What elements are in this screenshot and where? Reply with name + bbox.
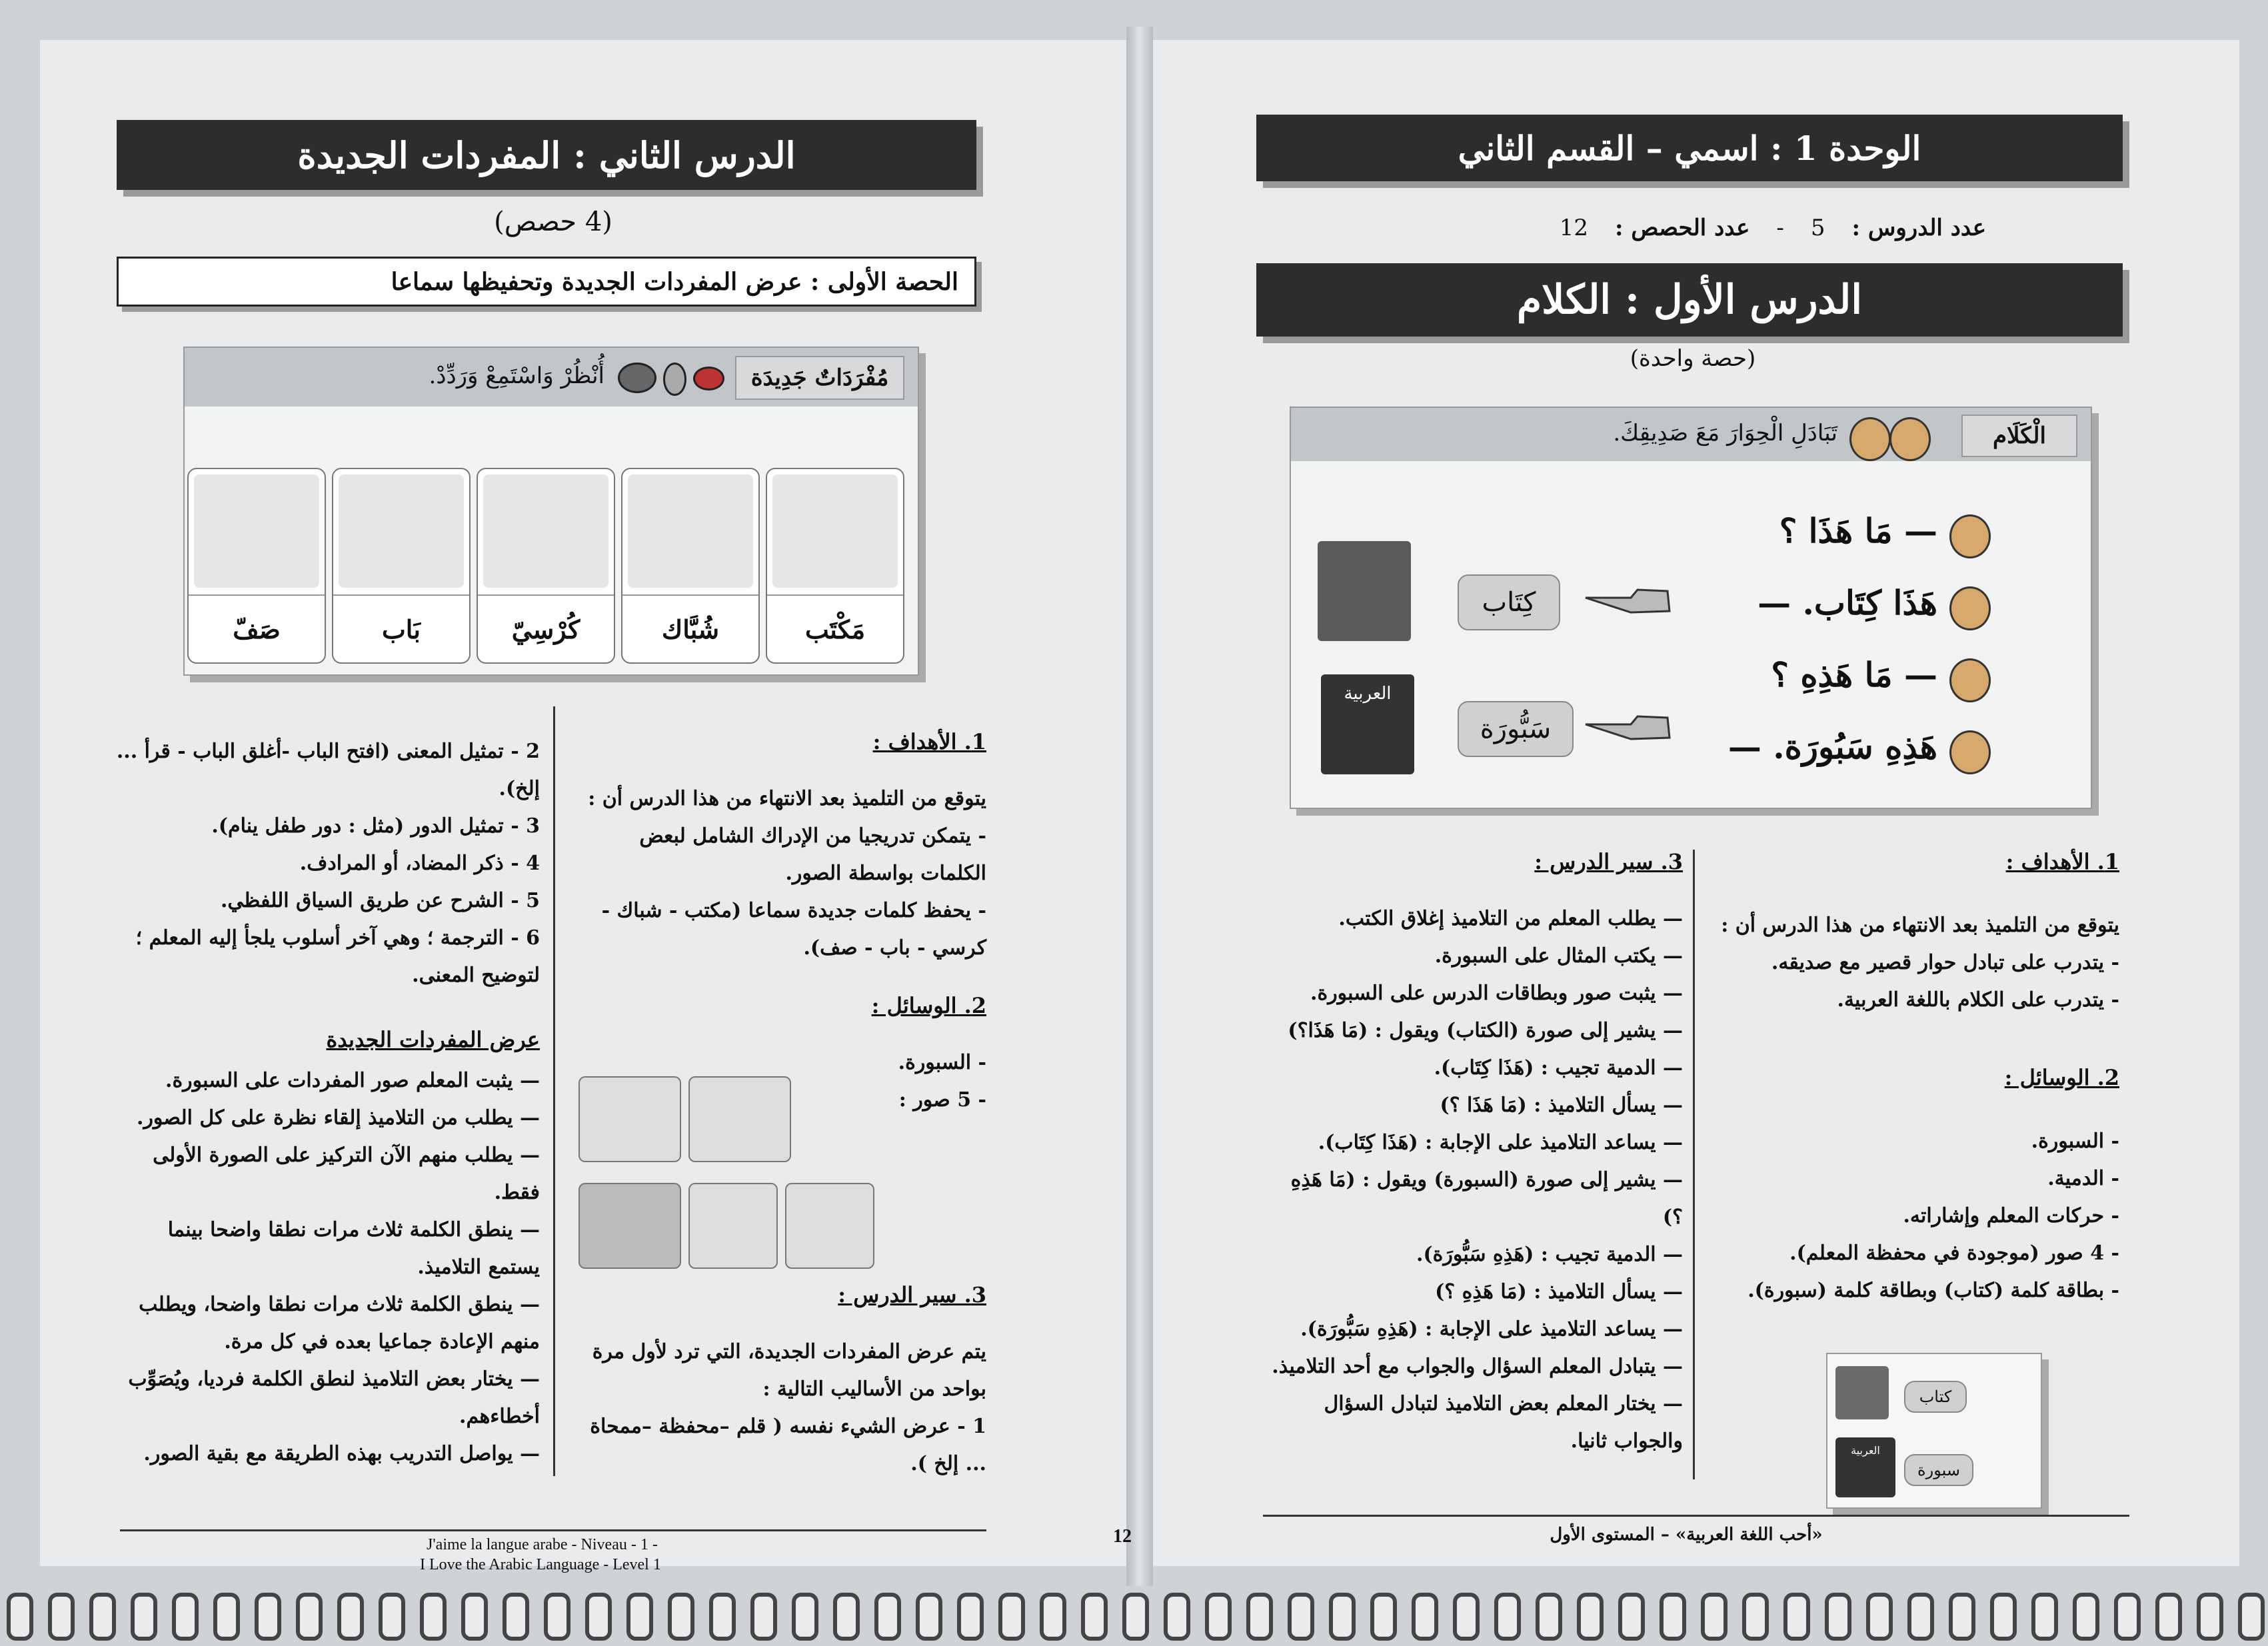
binding-ring xyxy=(998,1593,1025,1641)
speaker-face-icon xyxy=(1949,514,1991,558)
mini-card-book: كتاب xyxy=(1904,1381,1967,1413)
left-footer-en: I Love the Arabic Language - Level 1 xyxy=(420,1556,661,1573)
lessons-count-label: عدد الدروس : xyxy=(1851,215,1986,241)
presentation-line: — يثبت المعلم صور المفردات على السبورة. xyxy=(165,1069,540,1092)
binding-ring xyxy=(1866,1593,1893,1641)
procedure-line: — يشير إلى صورة (الكتاب) ويقول : (مَا هَذَا؟) xyxy=(1288,1019,1683,1042)
binding-ring xyxy=(1660,1593,1686,1641)
procedure-line: — يطلب المعلم من التلاميذ إغلاق الكتب. xyxy=(1338,907,1683,930)
lesson1-title: الدرس الأول : الكلام xyxy=(1517,277,1862,323)
vocab-label: صَفّ xyxy=(189,594,325,662)
procedure-line: يتم عرض المفردات الجديدة، التي ترد لأول مرة بواحد من الأساليب التالية : xyxy=(592,1340,986,1401)
procedure-line: — يثبت صور وبطاقات الدرس على السبورة. xyxy=(1310,982,1683,1005)
binding-ring xyxy=(1453,1593,1480,1641)
lesson2-procedure xyxy=(573,1276,986,1483)
right-footer: «أحب اللغة العربية» – المستوى الأول xyxy=(1550,1525,1823,1545)
binding-ring xyxy=(2073,1593,2099,1641)
speaking-instruction: تَبَادَلِ الْحِوَارَ مَعَ صَدِيقِكَ. xyxy=(1613,420,1837,446)
method-line: 5 - الشرح عن طريق السياق اللفظي. xyxy=(220,889,540,912)
objectives-line: - يتمكن تدريجيا من الإدراك الشامل لبعض الكلمات بواسطة الصور. xyxy=(639,824,986,885)
lesson1-procedure xyxy=(1270,843,1683,1460)
presentation-heading: عرض المفردات الجديدة xyxy=(326,1027,540,1052)
binding-ring xyxy=(792,1593,818,1641)
binding-ring xyxy=(461,1593,488,1641)
vocab-label: بَاب xyxy=(333,594,469,662)
binding-ring xyxy=(668,1593,694,1641)
speaker-face-icon xyxy=(1949,658,1991,702)
desk-image-icon xyxy=(772,474,898,588)
binding-ring xyxy=(957,1593,984,1641)
lesson2-title-bar xyxy=(117,120,976,190)
vocabulary-instruction: أُنْظُرْ وَاسْتَمِعْ وَرَدِّدْ. xyxy=(429,363,604,389)
presentation-line: — يختار بعض التلاميذ لنطق الكلمة فرديا، ويُصَوِّب أخطاءهم. xyxy=(128,1367,540,1428)
procedure-line: — يسأل التلاميذ : (مَا هَذَا ؟) xyxy=(1440,1094,1683,1117)
desk-image-icon xyxy=(688,1076,791,1162)
procedure-line: — يساعد التلاميذ على الإجابة : (هَذِهِ سَبُّورَة). xyxy=(1300,1317,1683,1341)
tools-line: - 4 صور (موجودة في محفظة المعلم). xyxy=(1789,1241,2119,1265)
lesson2-duration: (4 حصص) xyxy=(494,207,612,237)
spiral-binding xyxy=(0,1579,2268,1646)
presentation-line: — ينطق الكلمة ثلاث مرات نطقا واضحا بينما يستمع التلاميذ. xyxy=(167,1218,540,1279)
presentation-line: — ينطق الكلمة ثلاث مرات نطقا واضحا، ويطلب منهم الإعادة جماعيا بعده في كل مرة. xyxy=(139,1293,540,1353)
counts-dash: - xyxy=(1776,215,1784,241)
vocab-card-chair xyxy=(477,468,615,664)
binding-ring xyxy=(1990,1593,2017,1641)
lesson1-objectives xyxy=(1706,843,2119,1309)
presentation-line: — يطلب من التلاميذ إلقاء نظرة على كل الصور. xyxy=(137,1106,540,1130)
binding-ring xyxy=(626,1593,653,1641)
binding-ring xyxy=(1577,1593,1604,1641)
procedure-line: 1 - عرض الشيء نفسه ( قلم –محفظة –ممحاة ... إلخ ). xyxy=(590,1415,986,1475)
word-card-book: كِتَاب xyxy=(1458,574,1560,630)
objectives-line: يتوقع من التلميذ بعد الانتهاء من هذا الدرس أن : xyxy=(1721,914,2119,937)
binding-ring xyxy=(1040,1593,1066,1641)
chair-image-icon xyxy=(483,474,608,588)
binding-ring xyxy=(296,1593,323,1641)
arabic-book-cover: العربية xyxy=(1344,684,1392,704)
door-image-icon xyxy=(339,474,464,588)
dialog-line-2: هَذَا كِتَاب. — xyxy=(1757,583,1937,622)
vocab-label: شُبَّاك xyxy=(622,594,758,662)
unit-counts xyxy=(1453,215,1986,241)
binding-ring xyxy=(1701,1593,1727,1641)
mouth-icon xyxy=(693,367,724,391)
method-line: 2 - تمثيل المعنى (افتح الباب -أغلق الباب - قرأ ... إلخ). xyxy=(116,740,540,800)
objectives-heading: 1. الأهداف : xyxy=(872,729,986,754)
procedure-heading: 3. سير الدرس : xyxy=(1534,849,1683,874)
tools-line: - الدمية. xyxy=(2047,1167,2119,1190)
binding-ring xyxy=(1783,1593,1810,1641)
vocab-card-class xyxy=(187,468,326,664)
tools-line: - السبورة. xyxy=(898,1051,986,1074)
book-image-icon xyxy=(1835,1366,1889,1419)
lesson1-title-bar xyxy=(1256,263,2123,337)
boy-face-icon xyxy=(1889,417,1931,461)
period-box: الحصة الأولى : عرض المفردات الجديدة وتحفيظها سماعا xyxy=(117,257,976,307)
vocab-label: كُرْسِيّ xyxy=(478,594,614,662)
binding-ring xyxy=(131,1593,157,1641)
book-image-icon xyxy=(1318,541,1411,641)
tools-heading: 2. الوسائل : xyxy=(871,993,986,1018)
binding-ring xyxy=(7,1593,33,1641)
method-line: 3 - تمثيل الدور (مثل : دور طفل ينام). xyxy=(211,814,540,838)
objectives-heading: 1. الأهداف : xyxy=(2005,849,2119,874)
tools-line: - بطاقة كلمة (كتاب) وبطاقة كلمة (سبورة). xyxy=(1747,1279,2119,1302)
mini-card-board: سبورة xyxy=(1904,1454,1973,1486)
speaker-face-icon xyxy=(1949,730,1991,774)
footer-rule xyxy=(120,1529,986,1531)
presentation-line: — يواصل التدريب بهذه الطريقة مع بقية الصور. xyxy=(143,1442,540,1465)
word-card-board: سَبُّورَة xyxy=(1458,701,1574,757)
pointing-hand-icon xyxy=(1584,711,1671,744)
lesson2-title: الدرس الثاني : المفردات الجديدة xyxy=(297,133,796,177)
binding-ring xyxy=(2155,1593,2182,1641)
lessons-count: 5 xyxy=(1810,215,1825,241)
binding-ring xyxy=(1246,1593,1273,1641)
presentation-line: — يطلب منهم الآن التركيز على الصورة الأولى فقط. xyxy=(153,1144,540,1204)
binding-ring xyxy=(1742,1593,1769,1641)
column-divider xyxy=(1693,850,1695,1479)
chair-image-icon xyxy=(785,1183,874,1269)
binding-ring xyxy=(1081,1593,1108,1641)
tools-line: - حركات المعلم وإشاراته. xyxy=(1903,1204,2119,1228)
ear-icon xyxy=(663,363,686,396)
binding-ring xyxy=(213,1593,240,1641)
binding-ring xyxy=(1205,1593,1232,1641)
senses-icons xyxy=(618,363,724,392)
mini-board-image xyxy=(1826,1353,2042,1509)
binding-ring xyxy=(2031,1593,2058,1641)
binding-ring xyxy=(48,1593,75,1641)
left-footer-fr: J'aime la langue arabe - Niveau - 1 - xyxy=(427,1536,658,1553)
vocab-label: مَكْتَب xyxy=(767,594,903,662)
procedure-line: — يكتب المثال على السبورة. xyxy=(1434,944,1683,968)
binding-ring xyxy=(1536,1593,1562,1641)
lesson1-duration: (حصة واحدة) xyxy=(1630,345,1756,372)
vocabulary-panel xyxy=(183,347,919,676)
vocab-card-desk xyxy=(766,468,904,664)
book-spine xyxy=(1126,27,1153,1586)
procedure-line: — يتبادل المعلم السؤال والجواب مع أحد التلاميذ. xyxy=(1272,1355,1683,1378)
binding-ring xyxy=(379,1593,405,1641)
tools-pictures xyxy=(578,1076,792,1276)
binding-ring xyxy=(544,1593,570,1641)
lesson2-methods xyxy=(113,733,540,1473)
method-line: 4 - ذكر المضاد، أو المرادف. xyxy=(299,852,540,875)
binding-ring xyxy=(1164,1593,1190,1641)
binding-ring xyxy=(1618,1593,1645,1641)
binding-ring xyxy=(585,1593,612,1641)
procedure-line: — الدمية تجيب : (هَذَا كِتَاب). xyxy=(1434,1056,1683,1080)
procedure-line: — يختار المعلم بعض التلاميذ لتبادل السؤال والجواب ثانيا. xyxy=(1324,1392,1683,1453)
binding-ring xyxy=(709,1593,736,1641)
objectives-line: يتوقع من التلميذ بعد الانتهاء من هذا الدرس أن : xyxy=(588,787,986,810)
binding-ring xyxy=(1329,1593,1356,1641)
binding-ring xyxy=(750,1593,777,1641)
binding-ring xyxy=(503,1593,529,1641)
window-image-icon xyxy=(628,474,753,588)
eye-icon xyxy=(618,363,656,393)
binding-ring xyxy=(874,1593,901,1641)
page-number: 12 xyxy=(1113,1526,1132,1547)
binding-ring xyxy=(1370,1593,1397,1641)
unit-title: الوحدة 1 : اسمي – القسم الثاني xyxy=(1458,128,1921,168)
binding-ring xyxy=(420,1593,447,1641)
procedure-line: — الدمية تجيب : (هَذِهِ سَبُّورَة). xyxy=(1416,1243,1683,1266)
binding-ring xyxy=(2197,1593,2223,1641)
speaking-panel xyxy=(1290,407,2092,809)
dialog-line-4: هَذِهِ سَبُورَة. — xyxy=(1727,727,1937,766)
lesson2-objectives xyxy=(573,723,986,1119)
procedure-line: — يساعد التلاميذ على الإجابة : (هَذَا كِتَاب). xyxy=(1318,1131,1683,1154)
binding-ring xyxy=(1825,1593,1851,1641)
vocab-card-window xyxy=(621,468,760,664)
binding-ring xyxy=(1288,1593,1314,1641)
classroom-image-icon xyxy=(194,474,319,588)
binding-ring xyxy=(1907,1593,1934,1641)
classroom-image-icon xyxy=(578,1183,681,1269)
binding-ring xyxy=(2238,1593,2265,1641)
tools-line: - 5 صور : xyxy=(898,1088,986,1112)
objectives-line: - يحفظ كلمات جديدة سماعا (مكتب - شباك - كرسي - باب - صف). xyxy=(601,899,986,960)
objectives-line: - يتدرب على الكلام باللغة العربية. xyxy=(1837,988,2119,1012)
binding-ring xyxy=(916,1593,942,1641)
arabic-book-image-icon xyxy=(1321,674,1414,774)
binding-ring xyxy=(1494,1593,1521,1641)
binding-ring xyxy=(1412,1593,1438,1641)
binding-ring xyxy=(1122,1593,1149,1641)
binding-ring xyxy=(1949,1593,1975,1641)
unit-title-bar xyxy=(1256,115,2123,181)
objectives-line: - يتدرب على تبادل حوار قصير مع صديقه. xyxy=(1771,951,2119,974)
binding-ring xyxy=(89,1593,116,1641)
dialog-line-1: — مَا هَذَا ؟ xyxy=(1779,511,1937,550)
binding-ring xyxy=(172,1593,199,1641)
periods-count: 12 xyxy=(1559,215,1588,241)
boy-face-icon xyxy=(1849,417,1891,461)
window-image-icon xyxy=(578,1076,681,1162)
mini-book-cover: العربية xyxy=(1851,1444,1880,1457)
binding-ring xyxy=(833,1593,860,1641)
arabic-book-image-icon xyxy=(1835,1437,1895,1497)
method-line: 6 - الترجمة ؛ وهي آخر أسلوب يلجأ إليه المعلم ؛ لتوضيح المعنى. xyxy=(135,926,540,987)
periods-count-label: عدد الحصص : xyxy=(1614,215,1750,241)
tools-line: - السبورة. xyxy=(2031,1130,2119,1153)
door-image-icon xyxy=(688,1183,778,1269)
column-divider xyxy=(553,706,555,1476)
speaking-tag: الْكَلَام xyxy=(1961,414,2077,457)
vocab-card-door xyxy=(332,468,471,664)
binding-ring xyxy=(337,1593,364,1641)
procedure-line: — يسأل التلاميذ : (مَا هَذِهِ ؟) xyxy=(1435,1280,1683,1303)
binding-ring xyxy=(2114,1593,2141,1641)
pointing-hand-icon xyxy=(1584,584,1671,618)
footer-rule xyxy=(1263,1515,2129,1517)
procedure-heading: 3. سير الدرس : xyxy=(838,1282,986,1307)
binding-ring xyxy=(255,1593,281,1641)
dialog-line-3: — مَا هَذِهِ ؟ xyxy=(1771,655,1937,694)
procedure-line: — يشير إلى صورة (السبورة) ويقول : (مَا هَذِهِ ؟) xyxy=(1290,1168,1683,1229)
speaker-face-icon xyxy=(1949,586,1991,630)
tools-heading: 2. الوسائل : xyxy=(2004,1065,2119,1090)
vocabulary-tag: مُفْرَدَاتٌ جَدِيدَة xyxy=(735,356,904,400)
